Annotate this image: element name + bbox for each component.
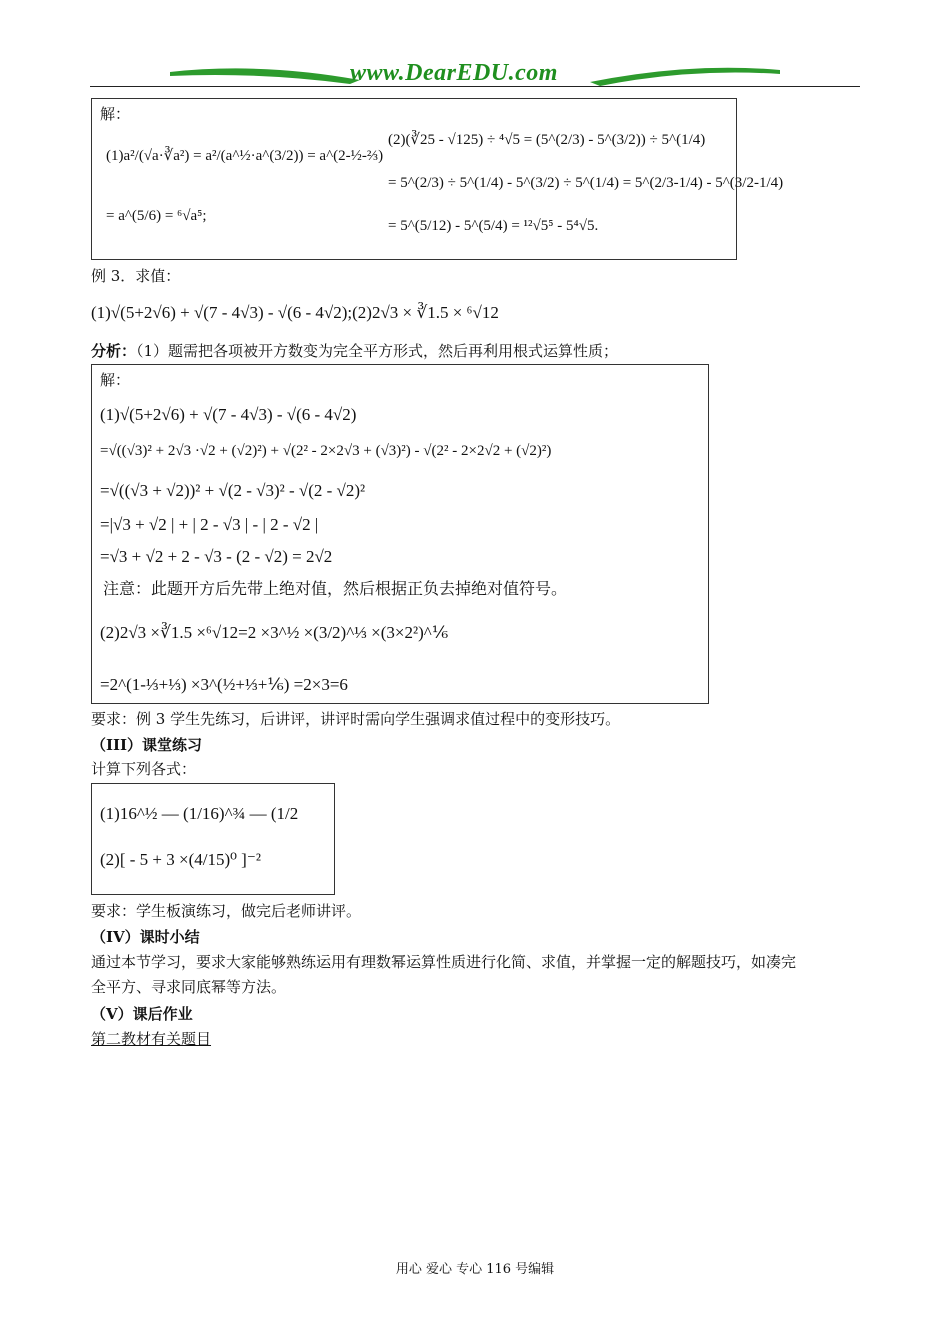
solution-label: 解： — [100, 105, 131, 123]
summary-text: 全平方、寻求同底幂等方法。 — [91, 978, 287, 996]
math-line: (2)2√3 ×∛1.5 ×⁶√12=2 ×3^½ ×(3/2)^⅓ ×(3×2²)^⅙ — [100, 623, 449, 642]
math-line: (1)√(5+2√6) + √(7 - 4√3) - √(6 - 4√2) — [100, 405, 357, 424]
math-line: =√((√3 + √2))² + √(2 - √3)² - √(2 - √2)² — [100, 481, 366, 500]
solution-label: 解： — [100, 371, 131, 389]
section-heading: （IV）课时小结 — [91, 928, 200, 946]
math-line: (1)a²/(√a·∛a²) = a²/(a^½·a^(3/2)) = a^(2-½-⅔) — [106, 148, 384, 164]
math-line: = a^(5/6) = ⁶√a⁵; — [106, 208, 207, 224]
homework-text: 第二教材有关题目 — [91, 1030, 212, 1048]
exercise-line: (1)16^½ — (1/16)^¾ — (1/2 — [100, 804, 299, 823]
math-line: =√((√3)² + 2√3 ·√2 + (√2)²) + √(2² - 2×2√3 + (√3)²) - √(2² - 2×2√2 + (√2)²) — [100, 443, 552, 459]
example-title: 例 3．求值： — [91, 267, 181, 285]
math-line: =2^(1-⅓+⅓) ×3^(½+⅓+⅙) =2×3=6 — [100, 675, 348, 694]
math-line: =|√3 + √2 | + | 2 - √3 | - | 2 - √2 | — [100, 515, 319, 534]
math-line: = 5^(5/12) - 5^(5/4) = ¹²√5⁵ - 5⁴√5. — [388, 218, 599, 234]
section-heading: （V）课后作业 — [91, 1005, 193, 1023]
math-line: =√3 + √2 + 2 - √3 - (2 - √2) = 2√2 — [100, 547, 333, 566]
math-line: (2)(∛25 - √125) ÷ ⁴√5 = (5^(2/3) - 5^(3/2)) ÷ 5^(1/4) — [388, 132, 706, 148]
example-problem: (1)√(5+2√6) + √(7 - 4√3) - √(6 - 4√2);(2)2√3 × ∛1.5 × ⁶√12 — [91, 303, 499, 322]
requirement-text: 要求：学生板演练习，做完后老师讲评。 — [91, 902, 362, 920]
requirement-text: 要求：例 3 学生先练习，后讲评，讲评时需向学生强调求值过程中的变形技巧。 — [91, 710, 621, 728]
page-footer: 用心 爱心 专心 116 号编辑 — [395, 1262, 555, 1277]
summary-text: 通过本节学习，要求大家能够熟练运用有理数幂运算性质进行化简、求值，并掌握一定的解题技巧，如凑完 — [91, 953, 797, 971]
exercise-line: (2)[ - 5 + 3 ×(4/15)⁰ ]⁻² — [100, 850, 261, 869]
analysis-label: 分析： — [91, 342, 137, 360]
math-line: = 5^(2/3) ÷ 5^(1/4) - 5^(3/2) ÷ 5^(1/4) = 5^(2/3-1/4) - 5^(3/2-1/4) — [388, 175, 784, 191]
analysis-text: （1）题需把各项被开方数变为完全平方形式，然后再利用根式运算性质； — [136, 342, 619, 360]
header-divider — [90, 86, 860, 87]
section-heading: （III）课堂练习 — [91, 736, 203, 754]
exercise-box — [91, 783, 335, 895]
calc-prompt: 计算下列各式： — [91, 760, 197, 778]
site-name: www.DearEDU.com — [350, 60, 558, 86]
note-text: 注意：此题开方后先带上绝对值，然后根据正负去掉绝对值符号。 — [103, 579, 568, 598]
analysis-line — [91, 341, 618, 361]
